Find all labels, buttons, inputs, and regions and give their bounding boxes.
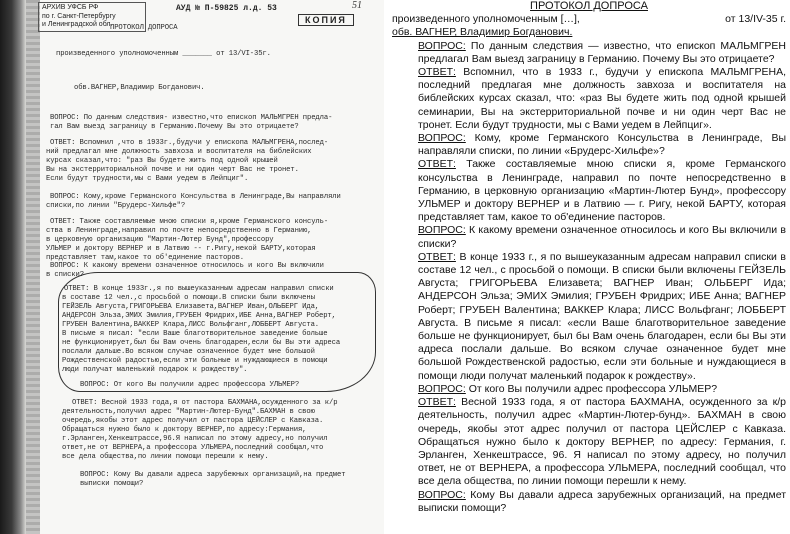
typewritten-line: курсах сказал,что: "раз Вы будете жить под одной крышей [46,157,278,165]
answer-paragraph [392,396,786,488]
typewritten-line: все дела общества,по линии помощи перешли к нему. [62,453,269,461]
typewritten-line: ОТВЕТ: Вспомнил ,что в 1933г.,будучи у епископа МАЛЬМГРЕНА,послед- [50,139,329,147]
header-official: произведенного уполномоченным […], [392,13,580,26]
answer-label: ОТВЕТ: [418,66,456,79]
typewritten-line: ОТВЕТ: В конце 1933г.,я по вышеуказанным адресам направил списки [64,285,334,293]
typewritten-line: произведенного уполномоченным _______ от 13/VI-35г. [56,50,271,58]
copy-stamp: КОПИЯ [298,14,354,26]
interrogation-text [392,40,786,515]
header-date: от 13/IV-35 г. [725,13,786,26]
typewritten-line: Обращаться нужно было к доктору ВЕРНЕР,по адресу:Германия, [62,426,307,434]
scan-binding-edge [0,0,26,534]
typewritten-line: ответ,не от ВЕРНЕРА,а профессора УЛЬМЕРА,последний сообщал,что [62,444,324,452]
question-paragraph [392,489,786,515]
question-label: ВОПРОС: [418,382,466,395]
question-label: ВОПРОС: [418,39,466,52]
question-text: Кому Вы давали адреса зарубежных организаций, на предмет выписки помощи? [418,488,786,514]
question-text: От кого Вы получили адрес профессора УЛЬМЕР? [465,382,718,395]
typewritten-line: списки,по линии "Брудерс-Хильфе"? [46,202,186,210]
typewritten-line: очередь,якобы этот адрес получил от пастора ЦЕЙСЛЕР с Кавказа. [62,417,324,425]
typewritten-line: ОТВЕТ: Также составляемые мною списки я,кроме Германского консуль- [50,218,329,226]
typewritten-line: Рождественской радостью,если эти больные и нуждающиеся в помощи [62,357,328,365]
typewritten-line: ОТВЕТ: Весной 1933 года,я от пастора БАХМАНА,осужденного за к/р [72,399,338,407]
answer-label: ОТВЕТ: [418,250,456,263]
answer-text: Вспомнил, что в 1933 г., будучи у епископа МАЛЬМГРЕНА, последний предлагая мне должность завхоза и воспитателя на библейских курсах сказал, что: «раз Вы будете жить под одной крышей семинарии, Вы на экстерриториальной почве и ни один черт Вас не тронет. Если будут трудности, мы с Вами уедем в Лейпциг». [418,66,786,131]
answer-text: Также составляемые мною списки я, кроме Германского консульства в Ленинграде, направил по почте непосредственно в Германию, в церковную организацию «Мартин-Лютер Бунд», профессору УЛЬМЕР и доктору ВЕРНЕР и в Латвию — г. Ригу, некой БАРТУ, которая представляет там, какое то об'единение пасторов. [418,158,786,224]
typewritten-line: ВОПРОС: Кому,кроме Германского Консульства в Ленинграде,Вы направляли [50,193,341,201]
typewritten-line: ВОПРОС: По данным следствия- известно,что епископ МАЛЬМГРЕН предла- [50,114,333,122]
typewritten-line: послали дальше.Во всяком случае означенное будет мне большой [62,348,315,356]
typewritten-line: в списки? [46,271,84,279]
typewritten-line: Вы на экстерриториальной почве и ни один черт Вас не тронет. [46,166,299,174]
typewritten-line: ВОПРОС: От кого Вы получили адрес профессора УЛЬМЕР? [80,381,300,389]
typewritten-line: представляет там,какое то об'единение пасторов. [46,254,245,262]
header-row [392,13,786,26]
question-label: ВОПРОС: [418,132,466,145]
question-paragraph [392,383,786,396]
stamp-line: и Ленинградской обл. [42,21,113,28]
archive-reference: АУД № П-59825 л.д. 53 [176,4,277,13]
typewritten-line: выписки помощи? [80,480,144,488]
scan-punch-holes [26,0,40,534]
typewritten-line: АНДЕРСОН Эльза,ЭМИХ Эмилия,ГРУБЕН Фридрих,ИБЕ Анна,ВАГНЕР Роберт, [62,312,336,320]
answer-text: Весной 1933 года, я от пастора БАХМАНА, осужденного за к/р деятельность, получил адрес «Мартин-Лютер-бунд». БАХМАН в свою очередь, якобы этот адрес получил от пастора ЦЕЙСЛЕР с Кавказа. Обращаться нужно было к доктору ВЕРНЕР, по адресу: Германия, г. Эрланген, Хенкештрассе, 96. Я написал по этому адресу, но получил ответ, не от ВЕРНЕРА, а профессора УЛЬМЕРА, последний сообщал, что все дела общества, по линии помощи перешли к нему. [418,396,786,488]
document-title: ПРОТОКОЛ ДОПРОСА [530,0,648,12]
question-text: Кому, кроме Германского Консульства в Ленинграде, Вы направляли списки, по линии «Брудерс-Хильфе»? [418,132,786,158]
scanned-document-page [0,0,384,534]
question-paragraph [392,224,786,250]
answer-paragraph [392,251,786,383]
typewritten-line: ства в Ленинграде,направил по почте непосредственно в Германию, [46,227,312,235]
answer-paragraph [392,66,786,132]
typewritten-line: Если будут трудности,мы с Вами уедем в Лейпциг". [46,175,249,183]
typewritten-line: ний предлагал мне должность завхоза и воспитателя на библейских [46,148,312,156]
question-label: ВОПРОС: [418,224,466,237]
typewritten-line: ГРУБЕН Валентина,ВАККЕР Клара,ЛИСС Вольфганг,ЛОББЕРТ Августа. [62,321,320,329]
answer-label: ОТВЕТ: [418,158,456,171]
typewritten-line: в церковную организацию "Мартин-Лютер Бунд",профессору [46,236,274,244]
typewritten-line: не функционирует,был бы Вам очень благодарен,если бы Вы эти адреса [62,339,341,347]
typewritten-line: обв.ВАГНЕР,Владимир Богданович. [74,84,205,92]
answer-text: В конце 1933 г., я по вышеуказанным адресам направил списки в составе 12 чел., с просьбой о помощи. В списки были включены ГЕЙЗЕЛЬ Августа; ГРИГОРЬЕВА Елизавета; ВАГНЕР Иван; ОЛЬБЕРГ Ида; АНДЕРСОН Эльза; ЭМИХ Эмилия; ГРУБЕН Фридрих; ИБЕ Анна; ВАГНЕР Роберт; ГРУБЕН Валентина; ВАККЕР Клара; ЛИСС Вольфганг; ЛОББЕРТ Августа. В письме я писал: «если Ваше благотворительное заведение больше не функционирует, был бы Вам очень благодарен, если бы Вы эти адреса послали дальше. Во всяком случае означенное будет мне большой Рождественской радостью, если эти больные и нуждающиеся в помощи люди получат маленький подарок к рождеству». [418,250,786,382]
question-text: По данным следствия — известно, что епископ МАЛЬМГРЕН предлагал Вам выезд заграницу в Германию. Почему Вы это отрицаете? [418,39,786,65]
typewritten-line: люди получат маленький подарок к рождеству". [62,366,248,374]
question-paragraph [392,132,786,158]
typewritten-line: в составе 12 чел.,с просьбой о помощи.В списки были включены [62,294,315,302]
typewritten-line: ГЕЙЗЕЛЬ Августа,ГРИГОРЬЕВА Елизавета,ВАГНЕР Иван,ОЛЬБЕРГ Ида, [62,303,320,311]
page-number: 51 [352,0,362,11]
question-text: К какому времени означенное относилось и кого Вы включили в списки? [418,224,786,250]
typewritten-line: г.Эрланген,Хенкештрассе,96.Я написал по этому адресу,но получил [62,435,328,443]
typewritten-line: В письме я писал: "если Ваше благотворительное заведение больше [62,330,328,338]
typewritten-line: ПРОТОКОЛ ДОПРОСА [110,24,178,32]
stamp-line: по г. Санкт-Петербургу [42,12,116,20]
typewritten-line: ВОПРОС: К какому времени означенное относилось и кого Вы включили [50,262,324,270]
question-paragraph [392,40,786,66]
typewritten-line: деятельность,получил адрес "Мартин-Лютер-Бунд".БАХМАН в свою [62,408,315,416]
typewritten-line: УЛЬМЕР и доктору ВЕРНЕР и в Латвию -- г.Ригу,некой БАРТУ,которая [46,245,316,253]
transcription-panel [392,0,786,534]
question-label: ВОПРОС: [418,488,466,501]
accused-name: обв. ВАГНЕР, Владимир Богданович. [392,26,573,39]
stamp-line: АРХИВ УФСБ РФ [42,4,99,11]
typewritten-line: ВОПРОС: Кому Вы давали адреса зарубежных организаций,на предмет [80,471,346,479]
answer-paragraph [392,158,786,224]
typewritten-line: гал Вам выезд заграницу в Германию.Почему Вы это отрицаете? [50,123,299,131]
answer-label: ОТВЕТ: [418,396,456,409]
